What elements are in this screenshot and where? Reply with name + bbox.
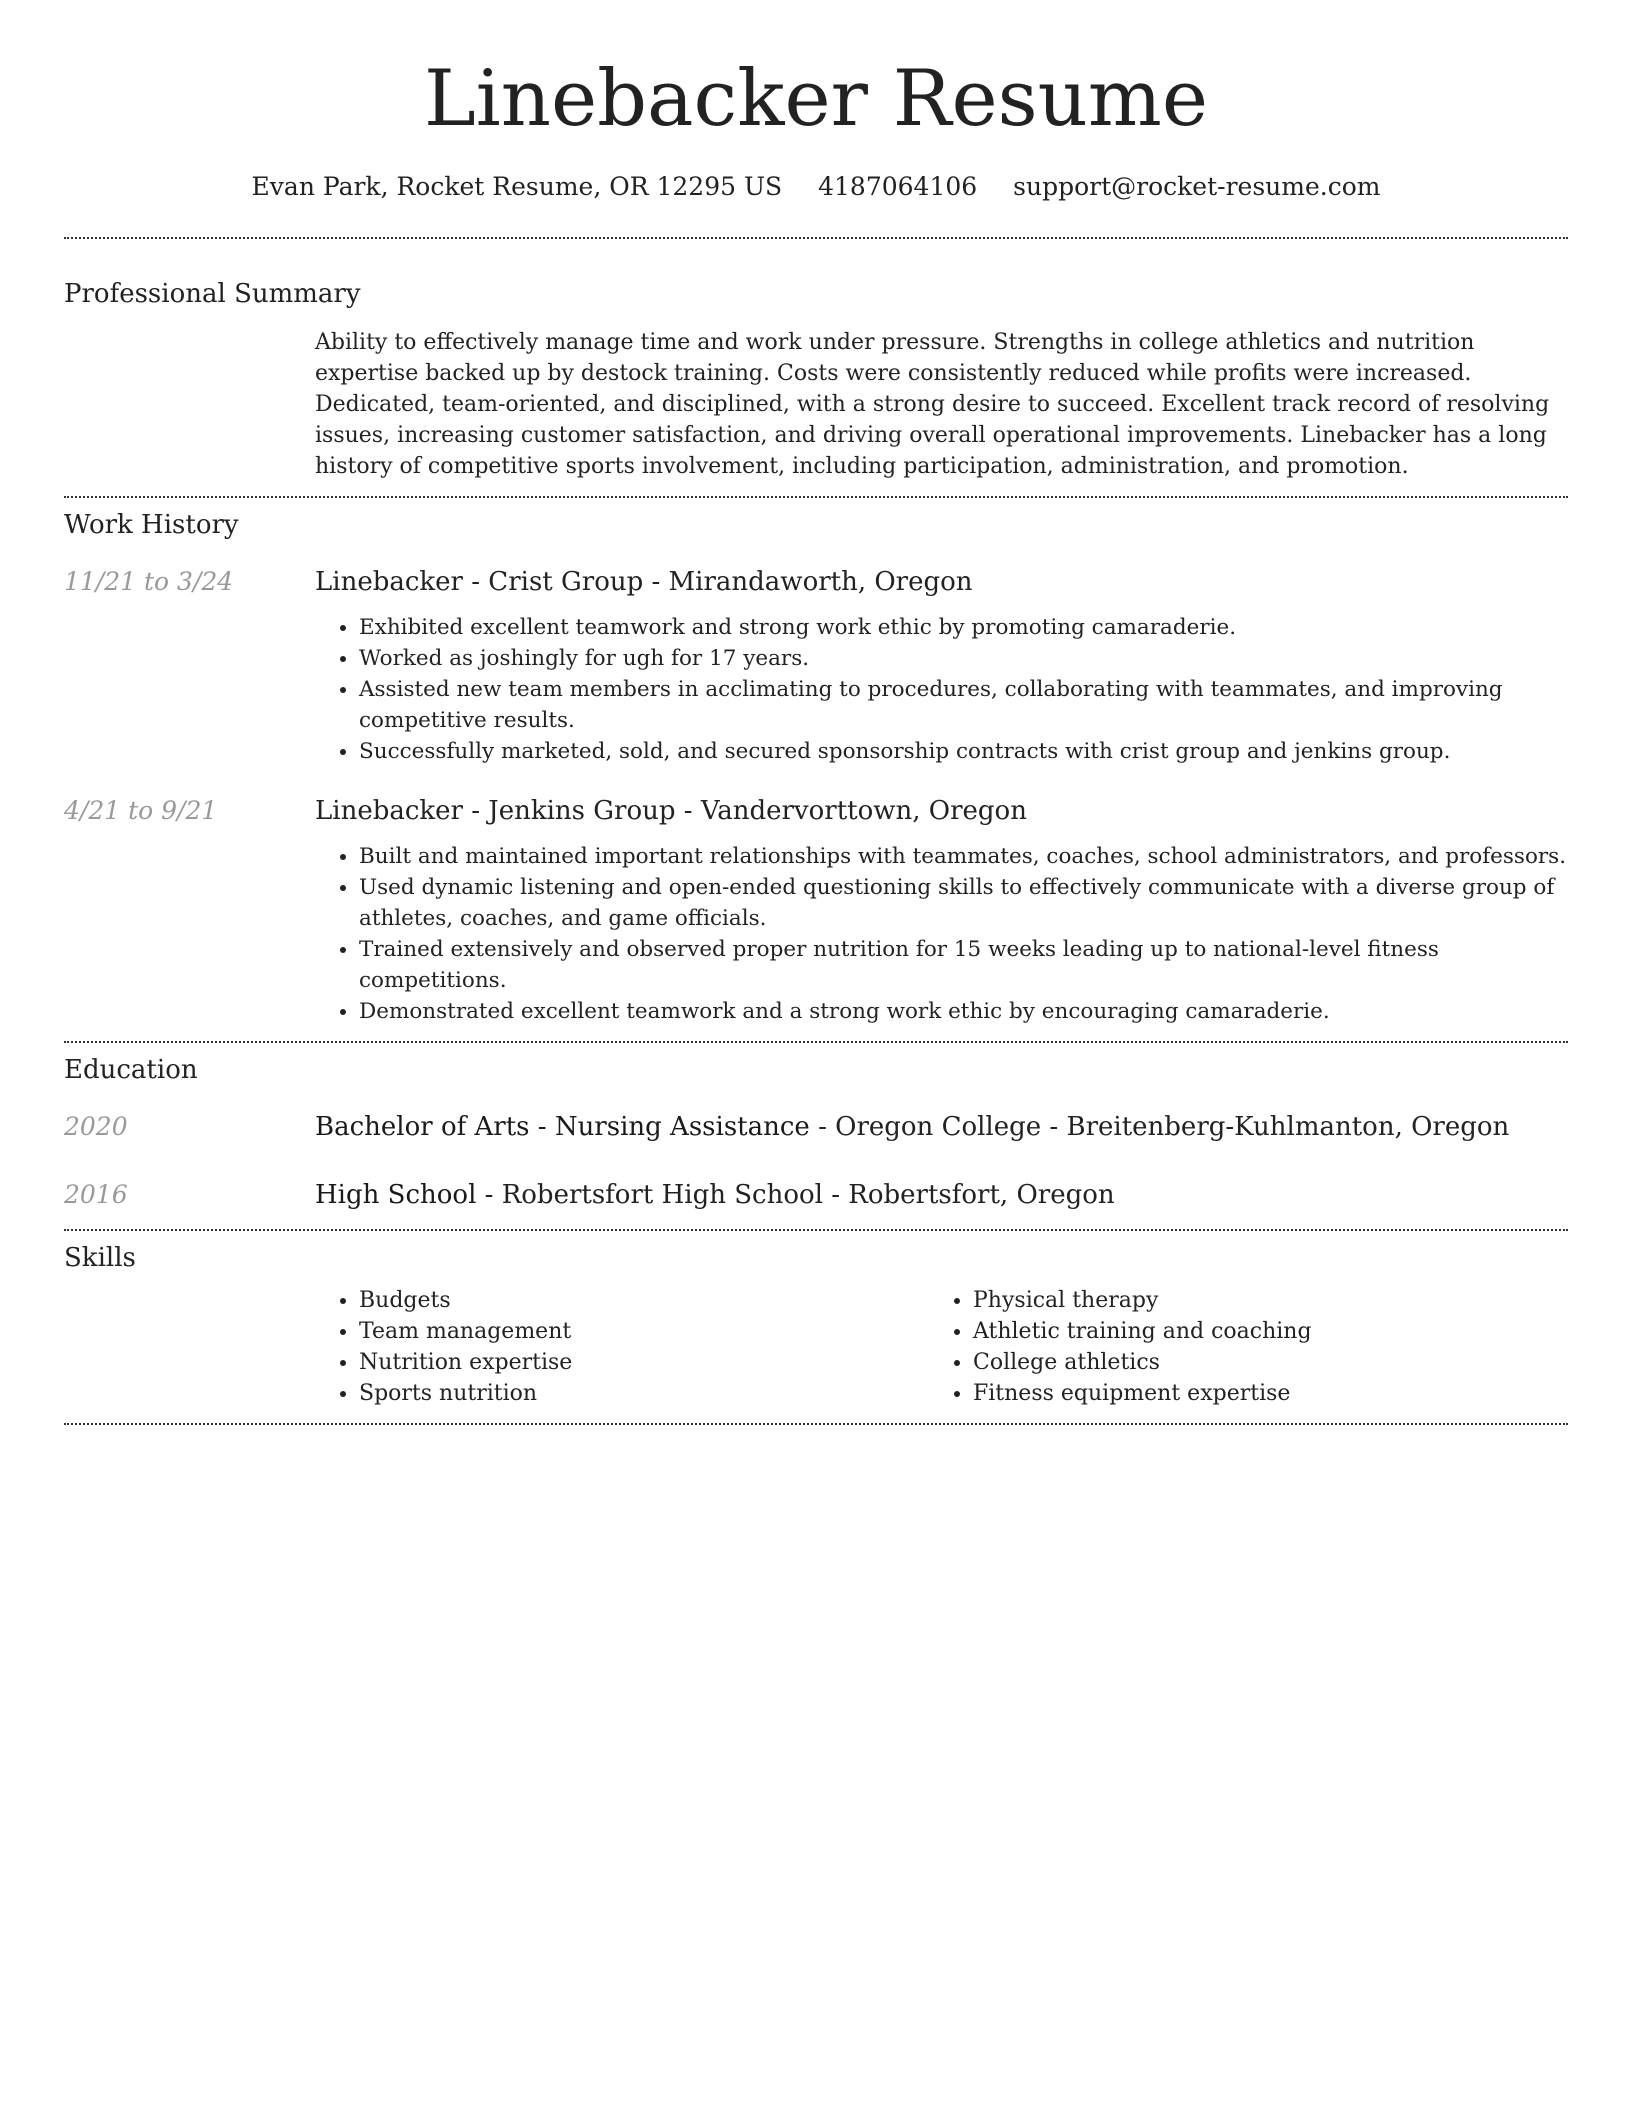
skills-list-left	[315, 1285, 929, 1409]
job-bullet: • Used dynamic listening and open-ended questioning skills to effectively communicate with a diverse group of athletes, coaches, and game officials.	[359, 872, 1568, 934]
divider	[64, 496, 1568, 498]
skill-item: • Sports nutrition	[359, 1378, 929, 1409]
job-entry	[64, 566, 1568, 767]
skills-row	[64, 1285, 1568, 1409]
summary-row	[64, 327, 1568, 482]
summary-body	[315, 327, 1568, 482]
job-title: Linebacker - Crist Group - Mirandaworth, Oregon	[315, 567, 973, 597]
job-bullet: • Worked as joshingly for ugh for 17 years.	[359, 643, 1568, 674]
contact-phone: 4187064106	[818, 172, 978, 201]
education-degree: High School	[315, 1180, 477, 1210]
skill-item: • Nutrition expertise	[359, 1347, 929, 1378]
contact-address: Evan Park, Rocket Resume, OR 12295 US	[251, 172, 783, 201]
summary-text: Ability to effectively manage time and work under pressure. Strengths in college athletics and nutrition expertise backed up by destock training. Costs were consistently reduced while profits were increased. Dedicated, team-oriented, and disciplined, with a strong desire to succeed. Excellent track record of resolving issues, increasing customer satisfaction, and driving overall operational improvements. Linebacker has a long history of competitive sports involvement, including participation, administration, and promotion.	[315, 330, 1550, 479]
skill-item: • Team management	[359, 1316, 929, 1347]
job-bullet: • Trained extensively and observed proper nutrition for 15 weeks leading up to national-level fitness competitions.	[359, 934, 1568, 996]
job-details	[315, 795, 1568, 1027]
skill-item: • Physical therapy	[973, 1285, 1543, 1316]
job-dates: 11/21 to 3/24	[64, 567, 234, 596]
job-bullet: • Exhibited excellent teamwork and strong work ethic by promoting camaraderie.	[359, 612, 1568, 643]
summary-spacer	[64, 327, 315, 482]
divider	[64, 237, 1568, 239]
job-dates: 4/21 to 9/21	[64, 796, 218, 825]
section-title-work-history: Work History	[64, 510, 239, 540]
education-entry	[64, 1179, 1568, 1211]
job-bullets	[315, 612, 1568, 767]
job-details	[315, 566, 1568, 767]
section-title-skills: Skills	[64, 1243, 136, 1273]
skills-spacer	[64, 1285, 315, 1409]
divider	[64, 1229, 1568, 1231]
education-school: - Oregon College - Breitenberg-Kuhlmanton, Oregon	[809, 1112, 1510, 1142]
education-details	[315, 1179, 1568, 1211]
skill-item: • Athletic training and coaching	[973, 1316, 1543, 1347]
skills-grid	[315, 1285, 1568, 1409]
skill-item: • Budgets	[359, 1285, 929, 1316]
education-degree: Bachelor of Arts - Nursing Assistance	[315, 1112, 810, 1142]
education-details	[315, 1111, 1568, 1143]
job-bullet: • Demonstrated excellent teamwork and a strong work ethic by encouraging camaraderie.	[359, 996, 1568, 1027]
job-entry	[64, 795, 1568, 1027]
education-entry	[64, 1111, 1568, 1143]
job-bullet: • Successfully marketed, sold, and secured sponsorship contracts with crist group and jenkins group.	[359, 736, 1568, 767]
skill-item: • Fitness equipment expertise	[973, 1378, 1543, 1409]
job-bullet: • Built and maintained important relationships with teammates, coaches, school administrators, and professors.	[359, 841, 1568, 872]
job-bullet: • Assisted new team members in acclimating to procedures, collaborating with teammates, and improving competitive results.	[359, 674, 1568, 736]
job-title: Linebacker - Jenkins Group - Vandervorttown, Oregon	[315, 796, 1027, 826]
divider	[64, 1423, 1568, 1425]
education-school: - Robertsfort High School - Robertsfort, Oregon	[476, 1180, 1115, 1210]
resume-title: Linebacker Resume	[423, 54, 1209, 144]
section-title-education: Education	[64, 1055, 198, 1085]
divider	[64, 1041, 1568, 1043]
contact-line	[64, 172, 1568, 201]
education-year: 2020	[64, 1112, 128, 1141]
section-title-summary: Professional Summary	[64, 279, 361, 309]
education-year: 2016	[64, 1180, 128, 1209]
contact-email: support@rocket-resume.com	[1013, 172, 1381, 201]
skill-item: • College athletics	[973, 1347, 1543, 1378]
job-bullets	[315, 841, 1568, 1027]
skills-list-right	[929, 1285, 1543, 1409]
